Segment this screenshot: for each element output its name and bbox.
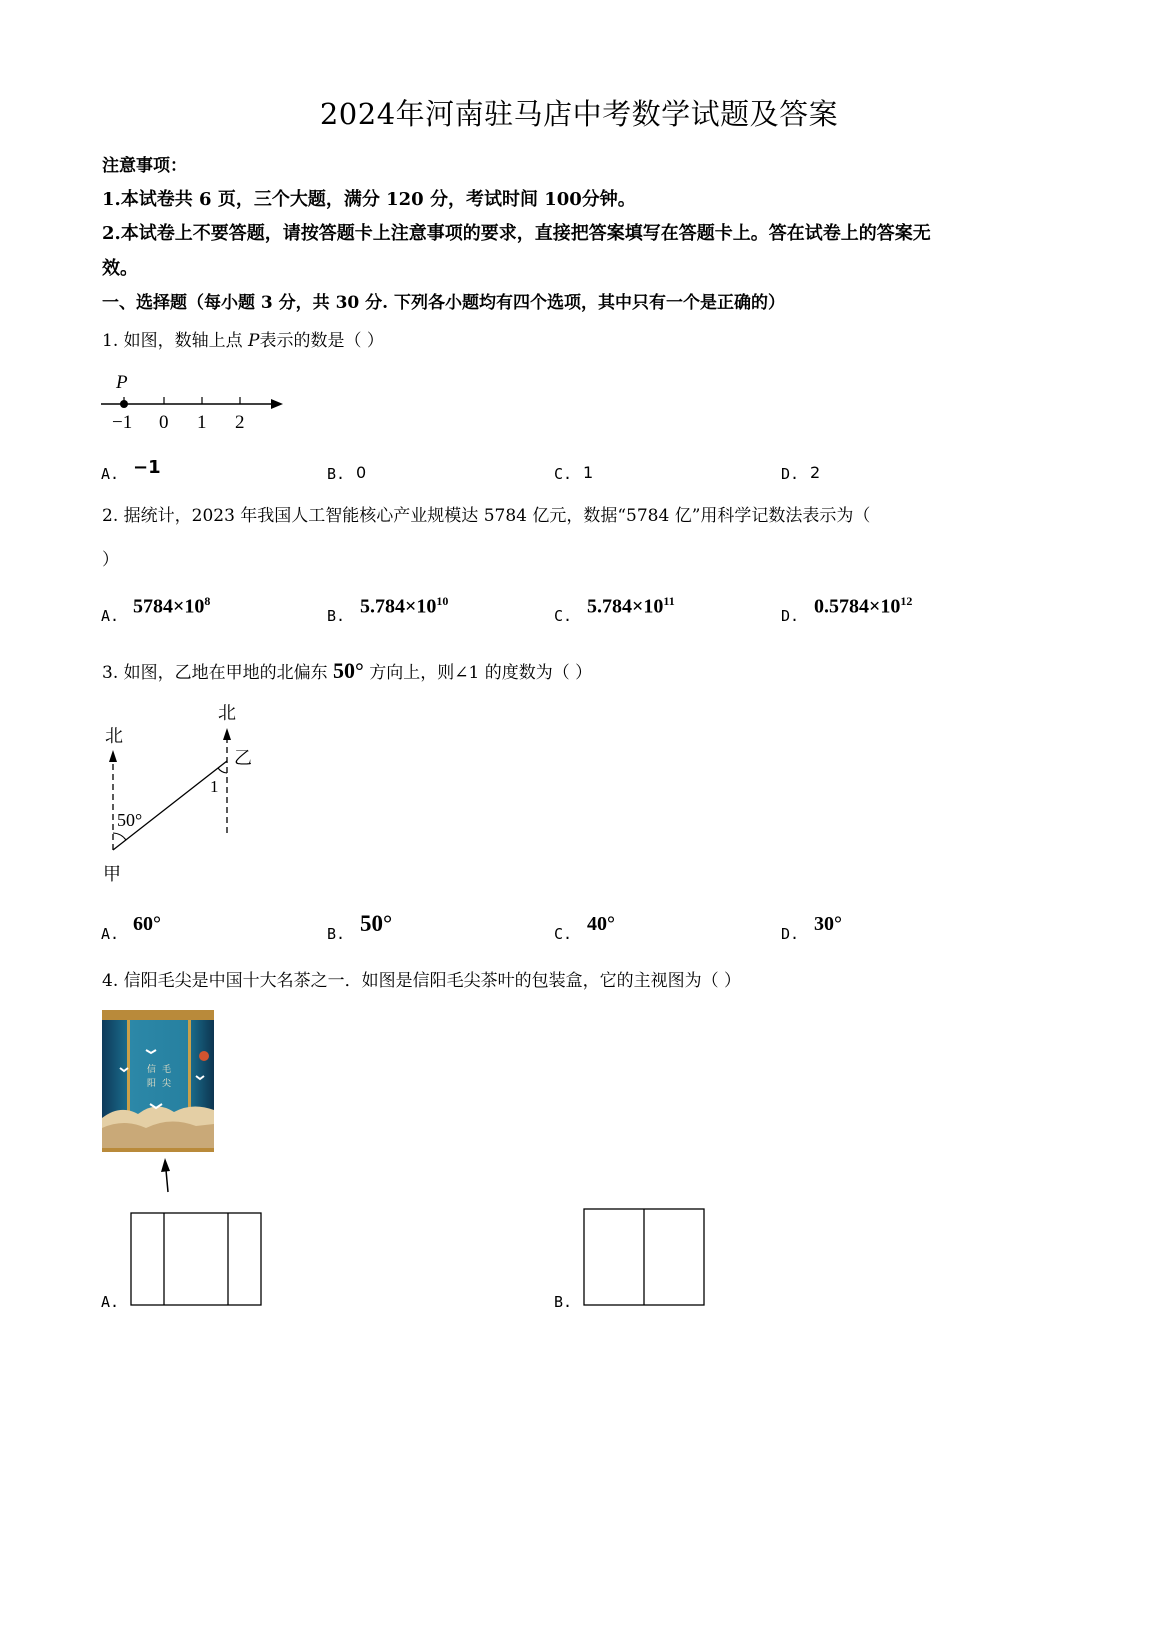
question-3-angle: 50°	[333, 658, 364, 683]
question-3-text-end: 方向上，则∠1 的度数为（ ）	[363, 663, 593, 683]
north-label-left: 北	[105, 726, 123, 746]
page-title: 2024年河南驻马店中考数学试题及答案	[319, 97, 839, 131]
box-text: 阳	[147, 1078, 157, 1088]
notice-item-2: 2.本试卷上不要答题，请按答题卡上注意事项的要求，直接把答案填写在答题卡上。答在试卷上的答案无	[102, 223, 931, 244]
axis-arrow	[271, 399, 283, 409]
option-c-exponent: 11	[663, 594, 675, 608]
point-p-label: P	[116, 372, 128, 393]
question-3-text: 3. 如图，乙地在甲地的北偏东	[102, 663, 334, 683]
option-d-letter[interactable]: D.	[781, 465, 800, 483]
question-3-stem	[102, 658, 592, 684]
option-a-letter[interactable]: A.	[101, 1293, 120, 1311]
option-b-base: 5.784×10	[360, 595, 437, 618]
option-a-value[interactable]	[133, 594, 210, 619]
option-d-value[interactable]: 30°	[814, 913, 842, 935]
notice-item-1: 1.本试卷共 6 页，三个大题，满分 120 分，考试时间 100分钟。	[102, 189, 636, 210]
angle-1-label: 1	[210, 777, 219, 796]
option-d-value[interactable]	[814, 594, 912, 619]
option-a-value[interactable]: −1	[133, 457, 161, 478]
point-p-var: P	[248, 331, 260, 351]
option-b-value[interactable]	[360, 594, 448, 619]
box-sun	[199, 1051, 209, 1061]
angle-arc-1	[218, 768, 227, 773]
option-a-letter[interactable]: A.	[101, 465, 120, 483]
option-a-exponent: 8	[204, 594, 211, 608]
tick-label: 1	[197, 412, 207, 433]
point-yi-label: 乙	[234, 748, 252, 768]
box-lid	[102, 1010, 214, 1020]
option-d-value[interactable]: 2	[810, 463, 821, 482]
option-b-letter[interactable]: B.	[327, 607, 346, 625]
angle-arc-50	[113, 833, 126, 840]
option-a-value[interactable]: 60°	[133, 913, 161, 935]
option-b-value[interactable]: 0	[356, 463, 367, 482]
option-a-figure[interactable]	[128, 1210, 266, 1310]
option-a-outline	[131, 1213, 261, 1305]
question-2-stem-cont: ）	[102, 550, 119, 570]
option-d-letter[interactable]: D.	[781, 925, 800, 943]
option-c-letter[interactable]: C.	[554, 607, 573, 625]
option-c-letter[interactable]: C.	[554, 465, 573, 483]
option-b-exponent: 10	[436, 594, 449, 608]
option-a-base: 5784×10	[133, 595, 205, 618]
question-2-stem: 2. 据统计，2023 年我国人工智能核心产业规模达 5784 亿元，数据“5784 亿”用科学记数法表示为（	[102, 506, 871, 526]
option-d-letter[interactable]: D.	[781, 607, 800, 625]
box-base	[102, 1148, 214, 1152]
notice-heading: 注意事项：	[102, 156, 187, 176]
tick-label: 0	[159, 412, 169, 433]
section-heading: 一、选择题（每小题 3 分，共 30 分. 下列各小题均有四个选项，其中只有一个是正确的）	[102, 293, 785, 313]
tick-label: −1	[112, 412, 133, 433]
question-1-text: 1. 如图，数轴上点	[102, 331, 249, 351]
option-c-base: 5.784×10	[587, 595, 664, 618]
option-b-value[interactable]: 50°	[360, 911, 393, 936]
arrow-icon	[223, 728, 231, 740]
question-1-stem	[102, 326, 384, 351]
option-b-figure[interactable]	[581, 1206, 709, 1310]
direction-figure	[95, 695, 275, 890]
option-a-letter[interactable]: A.	[101, 607, 120, 625]
arrow-icon	[161, 1158, 170, 1172]
number-line-figure	[95, 366, 295, 436]
option-a-letter[interactable]: A.	[101, 925, 120, 943]
option-c-value[interactable]: 40°	[587, 913, 615, 935]
notice-item-2-cont: 效。	[102, 258, 138, 279]
question-1-text-end: 表示的数是（ ）	[259, 331, 384, 351]
option-b-letter[interactable]: B.	[554, 1293, 573, 1311]
option-c-value[interactable]: 1	[583, 463, 594, 482]
box-text: 信	[147, 1064, 157, 1074]
option-d-exponent: 12	[900, 594, 913, 608]
connecting-line	[113, 761, 227, 850]
question-4-stem: 4. 信阳毛尖是中国十大名茶之一．如图是信阳毛尖茶叶的包装盒，它的主视图为（ ）	[102, 971, 742, 991]
view-direction-arrow	[166, 1170, 168, 1192]
north-label-right: 北	[218, 703, 236, 723]
tea-box-photo	[100, 1006, 218, 1196]
point-jia-label: 甲	[103, 864, 121, 884]
option-b-letter[interactable]: B.	[327, 465, 346, 483]
tick-label: 2	[235, 412, 245, 433]
option-d-base: 0.5784×10	[814, 595, 901, 618]
option-c-letter[interactable]: C.	[554, 925, 573, 943]
point-p	[120, 400, 128, 408]
box-text: 毛	[162, 1064, 172, 1074]
option-c-value[interactable]	[587, 594, 675, 619]
option-b-letter[interactable]: B.	[327, 925, 346, 943]
angle-50-label: 50°	[117, 810, 143, 830]
arrow-icon	[109, 750, 117, 762]
box-text: 尖	[162, 1078, 172, 1088]
